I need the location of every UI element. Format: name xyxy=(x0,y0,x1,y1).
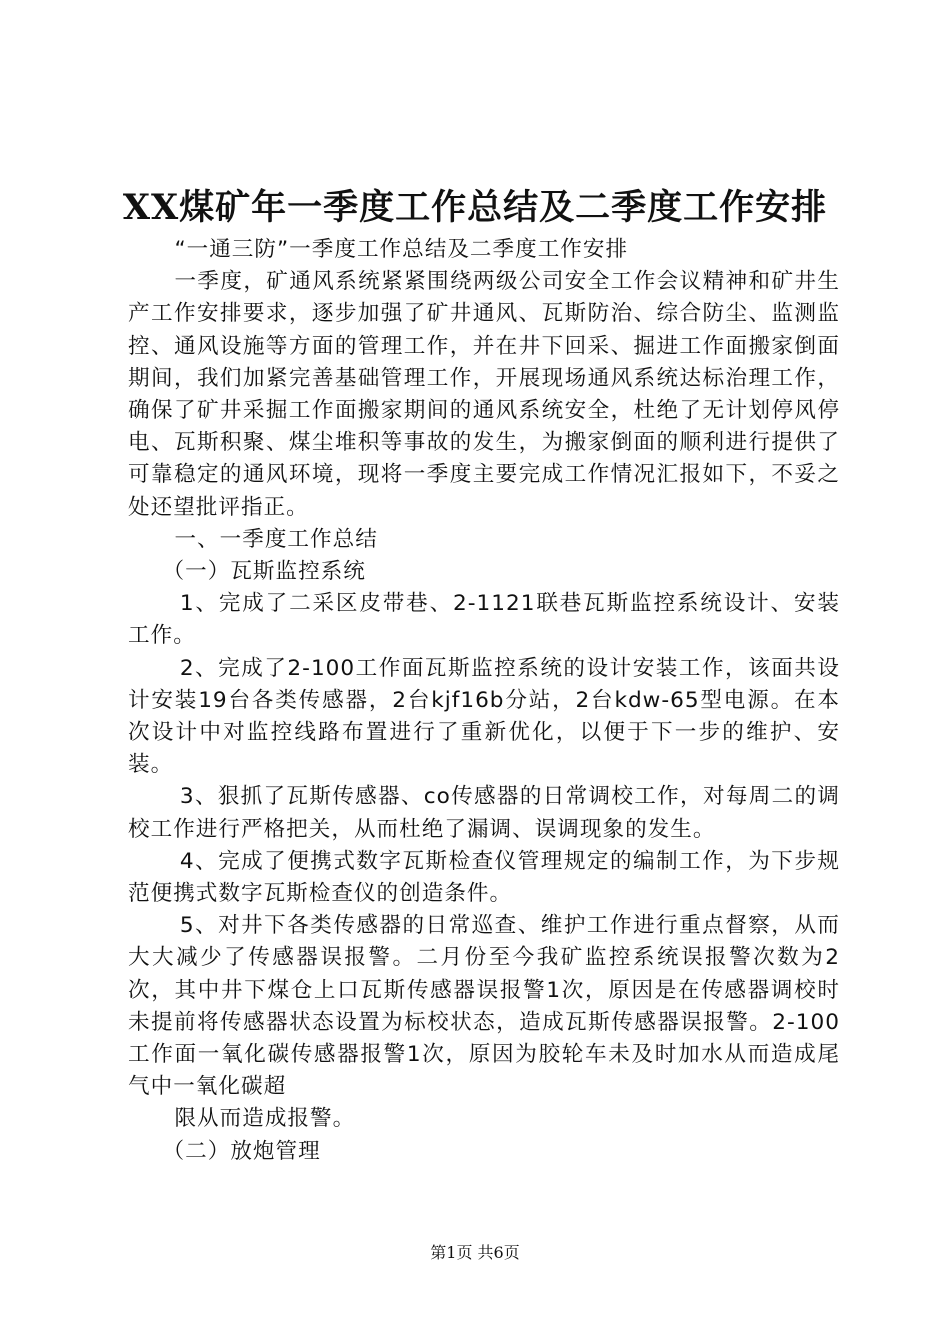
section-heading: 一、一季度工作总结 xyxy=(174,526,378,552)
continuation-paragraph: 限从而造成报警。 xyxy=(174,1106,356,1132)
list-item: 5、对井下各类传感器的日常巡查、维护工作进行重点督察，从而大大减少了传感器误报警。二月份至今我矿监控系统误报警次数为2次，其中井下煤仓上口瓦斯传感器误报警1次，原因是在传感器调校时未提前将传感器状态设置为标校状态，造成瓦斯传感器误报警。2-100工作面一氧化碳传感器报警1次，原因为胶轮车未及时加水从而造成尾气中一氧化碳超 xyxy=(128,913,840,1100)
document-subtitle: “一通三防”一季度工作总结及二季度工作安排 xyxy=(174,237,629,262)
subsection-heading-blasting: （二）放炮管理 xyxy=(162,1138,321,1164)
document-body xyxy=(128,234,840,1168)
intro-paragraph: 一季度，矿通风系统紧紧围绕两级公司安全工作会议精神和矿井生产工作安排要求，逐步加强了矿井通风、瓦斯防治、综合防尘、监测监控、通风设施等方面的管理工作，并在井下回采、掘进工作面搬家倒面期间，我们加紧完善基础管理工作，开展现场通风系统达标治理工作，确保了矿井采掘工作面搬家期间的通风系统安全，杜绝了无计划停风停电、瓦斯积聚、煤尘堆积等事故的发生，为搬家倒面的顺利进行提供了可靠稳定的通风环境，现将一季度主要完成工作情况汇报如下，不妥之处还望批评指正。 xyxy=(128,269,840,520)
list-item: 1、完成了二采区皮带巷、2-1121联巷瓦斯监控系统设计、安装工作。 xyxy=(128,591,840,649)
document-title: XX煤矿年一季度工作总结及二季度工作安排 xyxy=(122,187,828,228)
page-number-footer: 第1页 共6页 xyxy=(430,1243,520,1262)
list-item: 4、完成了便携式数字瓦斯检查仪管理规定的编制工作，为下步规范便携式数字瓦斯检查仪的创造条件。 xyxy=(128,848,840,907)
list-item: 3、狠抓了瓦斯传感器、co传感器的日常调校工作，对每周二的调校工作进行严格把关，从而杜绝了漏调、误调现象的发生。 xyxy=(128,784,840,842)
subsection-heading-gas-monitoring: （一）瓦斯监控系统 xyxy=(162,559,366,585)
list-item: 2、完成了2-100工作面瓦斯监控系统的设计安装工作，该面共设计安装19台各类传感器，2台kjf16b分站，2台kdw-65型电源。在本次设计中对监控线路布置进行了重新优化，以便于下一步的维护、安装。 xyxy=(128,655,840,778)
